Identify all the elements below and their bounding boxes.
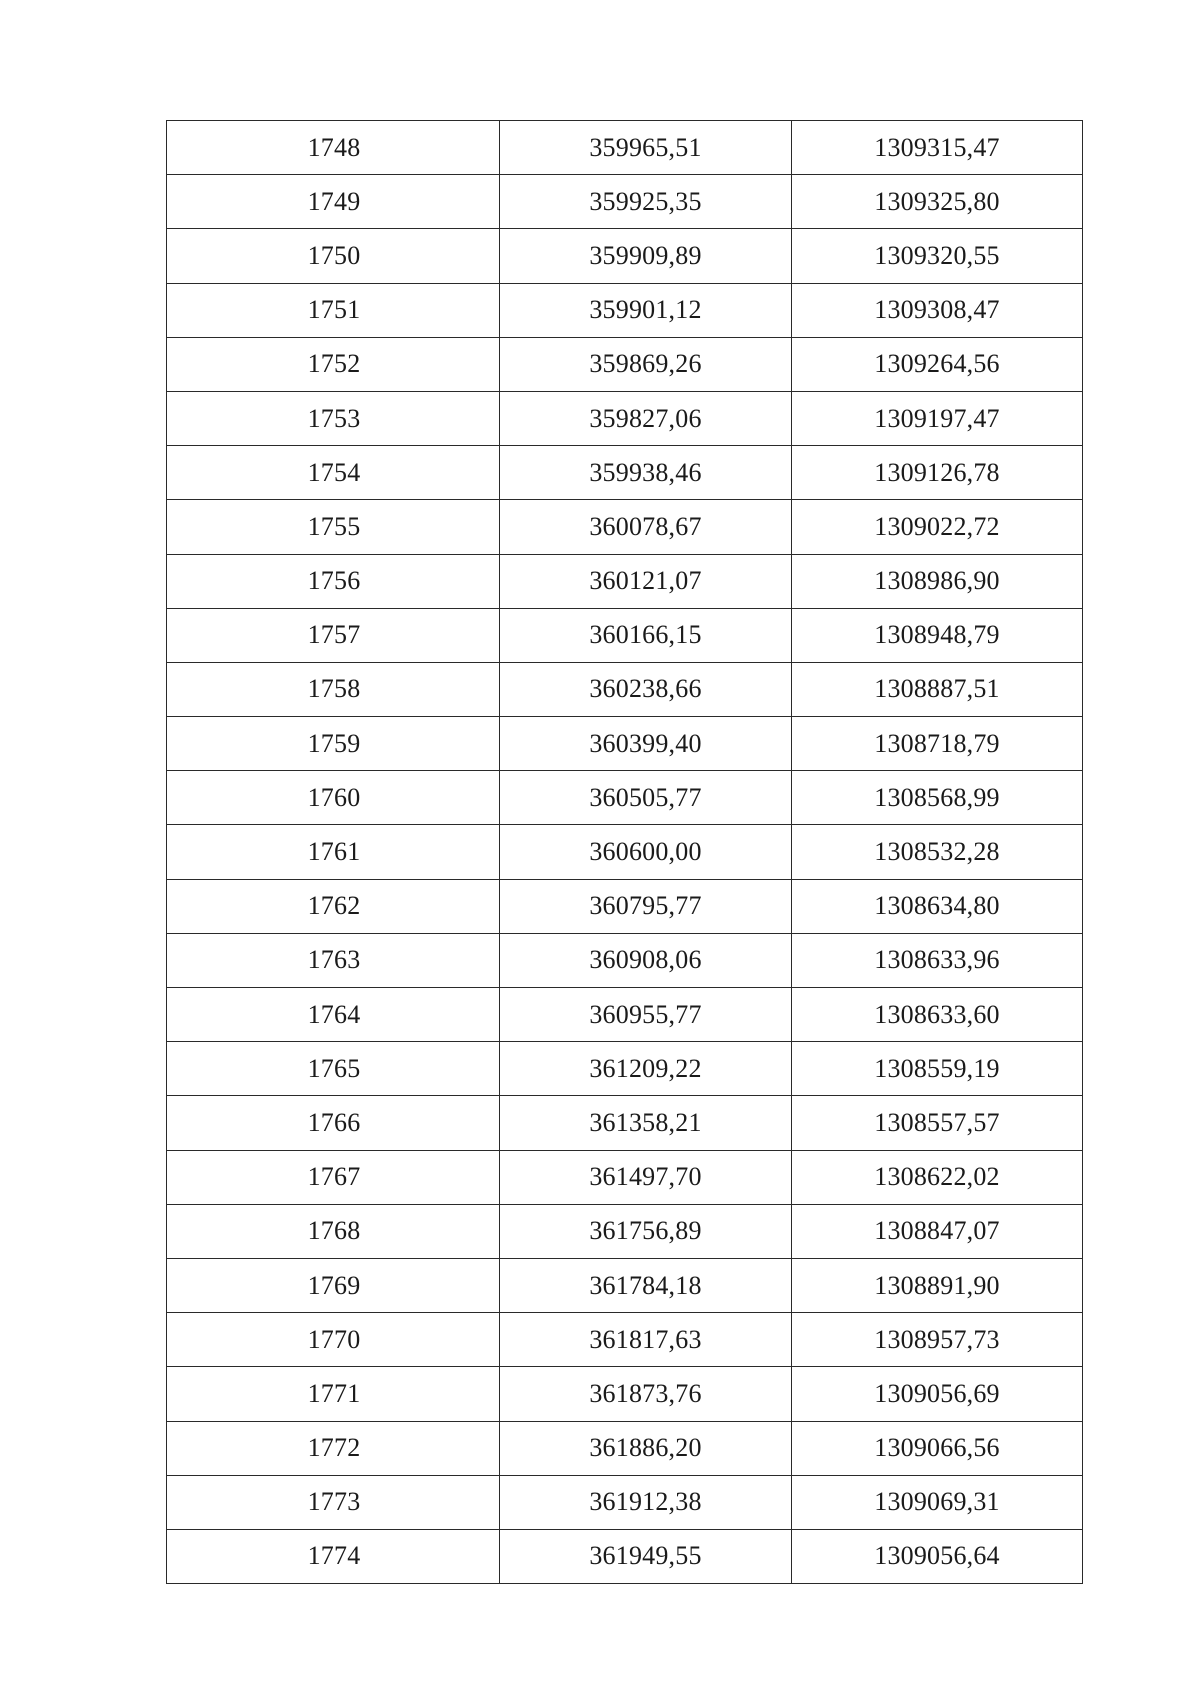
point-number-cell: 1754 <box>167 446 500 500</box>
point-number-cell: 1759 <box>167 717 500 771</box>
x-coordinate-cell: 359938,46 <box>500 446 792 500</box>
point-number-cell: 1762 <box>167 879 500 933</box>
y-coordinate-cell: 1309197,47 <box>792 391 1083 445</box>
point-number-cell: 1749 <box>167 175 500 229</box>
x-coordinate-cell: 360166,15 <box>500 608 792 662</box>
x-coordinate-cell: 359901,12 <box>500 283 792 337</box>
table-row <box>167 337 1083 391</box>
x-coordinate-cell: 359909,89 <box>500 229 792 283</box>
coordinates-table <box>166 120 1083 1584</box>
point-number-cell: 1773 <box>167 1475 500 1529</box>
table-row <box>167 1042 1083 1096</box>
x-coordinate-cell: 360238,66 <box>500 662 792 716</box>
table-row <box>167 229 1083 283</box>
y-coordinate-cell: 1309308,47 <box>792 283 1083 337</box>
table-row <box>167 662 1083 716</box>
y-coordinate-cell: 1309056,69 <box>792 1367 1083 1421</box>
y-coordinate-cell: 1308847,07 <box>792 1204 1083 1258</box>
x-coordinate-cell: 360908,06 <box>500 933 792 987</box>
point-number-cell: 1757 <box>167 608 500 662</box>
table-row <box>167 1529 1083 1583</box>
point-number-cell: 1769 <box>167 1258 500 1312</box>
table-row <box>167 717 1083 771</box>
y-coordinate-cell: 1309320,55 <box>792 229 1083 283</box>
x-coordinate-cell: 360399,40 <box>500 717 792 771</box>
y-coordinate-cell: 1309022,72 <box>792 500 1083 554</box>
point-number-cell: 1760 <box>167 771 500 825</box>
y-coordinate-cell: 1308634,80 <box>792 879 1083 933</box>
point-number-cell: 1752 <box>167 337 500 391</box>
x-coordinate-cell: 360505,77 <box>500 771 792 825</box>
point-number-cell: 1755 <box>167 500 500 554</box>
y-coordinate-cell: 1308891,90 <box>792 1258 1083 1312</box>
y-coordinate-cell: 1308557,57 <box>792 1096 1083 1150</box>
table-row <box>167 121 1083 175</box>
point-number-cell: 1748 <box>167 121 500 175</box>
y-coordinate-cell: 1308559,19 <box>792 1042 1083 1096</box>
y-coordinate-cell: 1308887,51 <box>792 662 1083 716</box>
x-coordinate-cell: 361886,20 <box>500 1421 792 1475</box>
table-row <box>167 500 1083 554</box>
x-coordinate-cell: 360121,07 <box>500 554 792 608</box>
table-row <box>167 879 1083 933</box>
table-row <box>167 446 1083 500</box>
point-number-cell: 1768 <box>167 1204 500 1258</box>
x-coordinate-cell: 361756,89 <box>500 1204 792 1258</box>
y-coordinate-cell: 1308622,02 <box>792 1150 1083 1204</box>
y-coordinate-cell: 1308532,28 <box>792 825 1083 879</box>
y-coordinate-cell: 1309325,80 <box>792 175 1083 229</box>
y-coordinate-cell: 1308633,96 <box>792 933 1083 987</box>
table-row <box>167 825 1083 879</box>
x-coordinate-cell: 361784,18 <box>500 1258 792 1312</box>
table-row <box>167 1096 1083 1150</box>
table-row <box>167 1313 1083 1367</box>
table-row <box>167 1367 1083 1421</box>
table-row <box>167 1421 1083 1475</box>
x-coordinate-cell: 361358,21 <box>500 1096 792 1150</box>
coordinates-table-body <box>167 121 1083 1584</box>
y-coordinate-cell: 1309264,56 <box>792 337 1083 391</box>
point-number-cell: 1756 <box>167 554 500 608</box>
table-row <box>167 608 1083 662</box>
table-row <box>167 988 1083 1042</box>
x-coordinate-cell: 361209,22 <box>500 1042 792 1096</box>
x-coordinate-cell: 359925,35 <box>500 175 792 229</box>
x-coordinate-cell: 361912,38 <box>500 1475 792 1529</box>
y-coordinate-cell: 1309066,56 <box>792 1421 1083 1475</box>
y-coordinate-cell: 1309069,31 <box>792 1475 1083 1529</box>
point-number-cell: 1767 <box>167 1150 500 1204</box>
y-coordinate-cell: 1308633,60 <box>792 988 1083 1042</box>
y-coordinate-cell: 1308986,90 <box>792 554 1083 608</box>
x-coordinate-cell: 359869,26 <box>500 337 792 391</box>
point-number-cell: 1753 <box>167 391 500 445</box>
point-number-cell: 1751 <box>167 283 500 337</box>
x-coordinate-cell: 359965,51 <box>500 121 792 175</box>
x-coordinate-cell: 361497,70 <box>500 1150 792 1204</box>
x-coordinate-cell: 360795,77 <box>500 879 792 933</box>
table-row <box>167 1258 1083 1312</box>
y-coordinate-cell: 1308948,79 <box>792 608 1083 662</box>
x-coordinate-cell: 361873,76 <box>500 1367 792 1421</box>
y-coordinate-cell: 1308957,73 <box>792 1313 1083 1367</box>
x-coordinate-cell: 360955,77 <box>500 988 792 1042</box>
y-coordinate-cell: 1309126,78 <box>792 446 1083 500</box>
point-number-cell: 1750 <box>167 229 500 283</box>
y-coordinate-cell: 1308718,79 <box>792 717 1083 771</box>
table-row <box>167 554 1083 608</box>
table-row <box>167 1475 1083 1529</box>
table-row <box>167 1204 1083 1258</box>
point-number-cell: 1772 <box>167 1421 500 1475</box>
table-row <box>167 771 1083 825</box>
y-coordinate-cell: 1309315,47 <box>792 121 1083 175</box>
x-coordinate-cell: 361949,55 <box>500 1529 792 1583</box>
y-coordinate-cell: 1309056,64 <box>792 1529 1083 1583</box>
x-coordinate-cell: 361817,63 <box>500 1313 792 1367</box>
x-coordinate-cell: 360600,00 <box>500 825 792 879</box>
x-coordinate-cell: 360078,67 <box>500 500 792 554</box>
point-number-cell: 1758 <box>167 662 500 716</box>
point-number-cell: 1761 <box>167 825 500 879</box>
table-row <box>167 175 1083 229</box>
point-number-cell: 1770 <box>167 1313 500 1367</box>
table-row <box>167 1150 1083 1204</box>
y-coordinate-cell: 1308568,99 <box>792 771 1083 825</box>
point-number-cell: 1764 <box>167 988 500 1042</box>
x-coordinate-cell: 359827,06 <box>500 391 792 445</box>
point-number-cell: 1774 <box>167 1529 500 1583</box>
table-row <box>167 283 1083 337</box>
table-row <box>167 933 1083 987</box>
point-number-cell: 1763 <box>167 933 500 987</box>
point-number-cell: 1766 <box>167 1096 500 1150</box>
point-number-cell: 1765 <box>167 1042 500 1096</box>
point-number-cell: 1771 <box>167 1367 500 1421</box>
table-row <box>167 391 1083 445</box>
